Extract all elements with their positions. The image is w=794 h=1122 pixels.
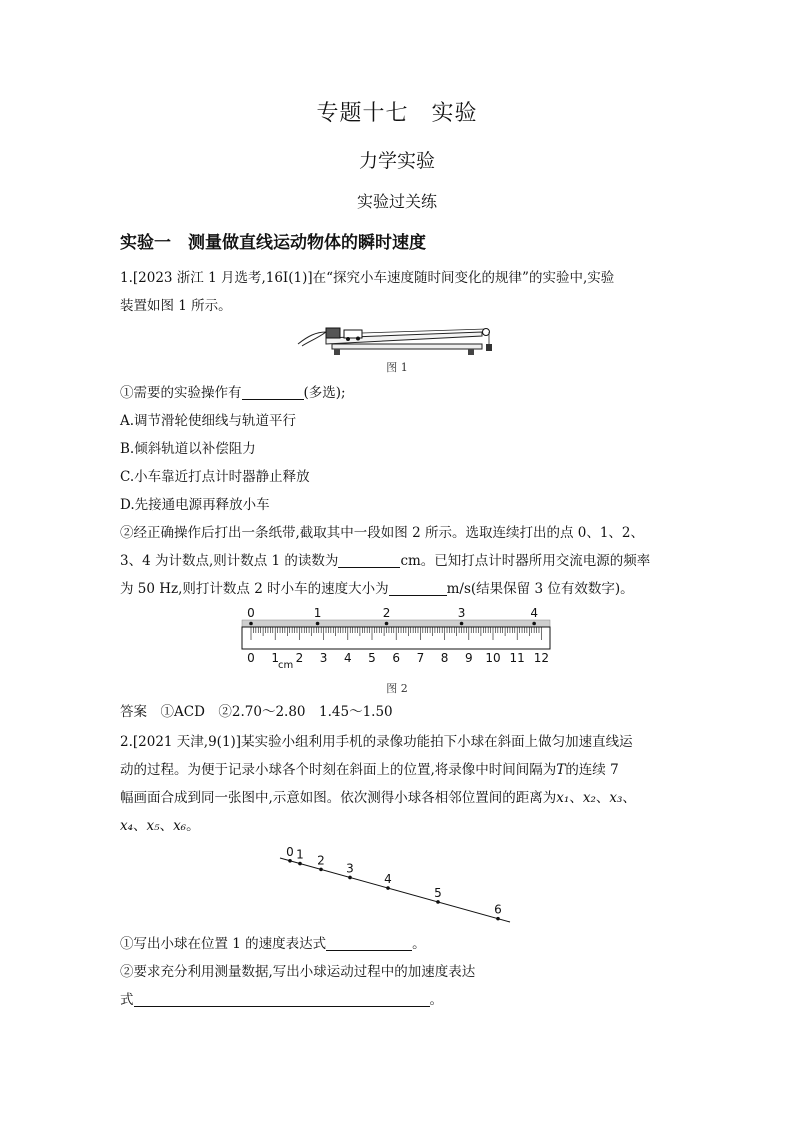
q1-part2-line3-pre: 为 50 Hz,则打计数点 2 时小车的速度大小为 [120, 581, 389, 597]
ball-position-label: 2 [317, 853, 325, 868]
hanging-weight [486, 344, 492, 351]
x2-symbol: x₂ [582, 790, 596, 806]
q2-part1 [120, 930, 680, 958]
exercise-subtitle: 实验过关练 [356, 192, 437, 211]
pulley [483, 329, 490, 336]
tape-point-dot [385, 622, 389, 626]
tape-point-label: 2 [382, 606, 391, 620]
ruler-number: 6 [392, 651, 401, 665]
apparatus-figure [296, 318, 496, 360]
q2-period-symbol: T [556, 762, 566, 778]
incline-figure [276, 838, 516, 928]
q1-part1-line [120, 379, 680, 407]
page-title: 专题十七 实验 [316, 101, 478, 126]
ruler-number: 4 [343, 651, 352, 665]
ruler-number: 2 [295, 651, 304, 665]
x3-symbol: x₃ [609, 790, 623, 806]
ball-position-dot [436, 900, 440, 904]
x5-symbol: x₅ [146, 818, 160, 834]
ruler-number: 10 [485, 651, 501, 665]
ball-position-dot [288, 859, 292, 863]
q1-reading-blank [338, 551, 400, 568]
ball-position-label: 6 [494, 902, 502, 917]
base-board [332, 344, 482, 349]
tape-point-label: 3 [457, 606, 466, 620]
fig1-caption: 图 1 [386, 361, 408, 374]
q1-part2-line2-post: cm。已知打点计时器所用交流电源的频率 [400, 553, 651, 569]
ruler-number: 7 [416, 651, 425, 665]
ball-position-label: 4 [384, 872, 392, 887]
tape-point-label: 0 [247, 606, 255, 620]
tape-point-dot [316, 622, 320, 626]
q2-line2-text: 动的过程。为便于记录小球各个时刻在斜面上的位置,将录像中时间间隔为 [120, 762, 557, 778]
ball-position-label: 5 [434, 885, 442, 900]
ball-position-dot [496, 917, 500, 921]
q2-part2-line2 [120, 986, 680, 1014]
q1-stem [120, 264, 680, 320]
x1-symbol: x₁ [556, 790, 570, 806]
q2-stem [120, 728, 680, 840]
ruler-figure [240, 606, 552, 670]
ball-position-dot [386, 886, 390, 890]
q2-line2 [120, 756, 680, 784]
q2-part1-post: 。 [412, 936, 426, 952]
q2-part2-line2-post: 。 [429, 992, 443, 1008]
paper-tape [242, 620, 550, 627]
incline-points [286, 845, 502, 921]
q2-part1-pre: ①写出小球在位置 1 的速度表达式 [120, 936, 327, 952]
section-heading: 实验一 测量做直线运动物体的瞬时速度 [120, 233, 426, 253]
q1-part1-pre: ①需要的实验操作有 [120, 385, 242, 401]
answer-text: ①ACD ②2.70～2.80 1.45～1.50 [160, 704, 393, 720]
q1-option-a: A.调节滑轮使细线与轨道平行 [120, 413, 297, 429]
q1-answer [120, 698, 680, 726]
q2-line1: 2.[2021 天津,9(1)]某实验小组利用手机的录像功能拍下小球在斜面上做匀加速直线运 [120, 734, 633, 750]
q2-line2-post: 的连续 7 [565, 762, 619, 778]
timer [326, 328, 340, 338]
q1-stem-line1: 1.[2023 浙江 1 月选考,16Ⅰ(1)]在“探究小车速度随时间变化的规律”的实验中,实验 [120, 270, 615, 286]
tape-point-label: 4 [530, 606, 538, 620]
tape-point-label: 1 [313, 606, 322, 620]
q1-speed-blank [389, 579, 447, 596]
ruler-unit-label: cm [278, 660, 294, 670]
q2-line3-text: 幅画面合成到同一张图中,示意如图。依次测得小球各相邻位置间的距离为 [120, 790, 557, 806]
q1-part2-line1: ②经正确操作后打出一条纸带,截取其中一段如图 2 所示。选取连续打出的点 0、1、2、 [120, 525, 645, 541]
tape-point-dot [532, 622, 536, 626]
q1-option-d: D.先接通电源再释放小车 [120, 497, 270, 513]
ruler-number: 11 [509, 651, 525, 665]
q2-line4: x₄、x₅、x₆。 [120, 818, 200, 834]
x4-symbol: x₄ [120, 818, 134, 834]
q1-part2-line2-pre: 3、4 为计数点,则计数点 1 的读数为 [120, 553, 339, 569]
q1-part1-post: (多选); [303, 385, 346, 401]
q1-option-c: C.小车靠近打点计时器静止释放 [120, 469, 310, 485]
q1-part1-blank [242, 383, 304, 400]
q2-part2-line1: ②要求充分利用测量数据,写出小球运动过程中的加速度表达 [120, 964, 476, 980]
tape-point-dot [460, 622, 464, 626]
q1-part2-line2 [120, 547, 680, 575]
q2-line3: 幅画面合成到同一张图中,示意如图。依次测得小球各相邻位置间的距离为x₁、x₂、x₃、 [120, 790, 636, 806]
ball-position-label: 3 [346, 861, 354, 876]
incline-line [280, 858, 510, 922]
ruler-number: 3 [319, 651, 328, 665]
x6-symbol: x₆ [173, 818, 187, 834]
chapter-subtitle: 力学实验 [358, 150, 435, 172]
ruler-number: 1 [271, 651, 280, 665]
q1-part2-line3-post: m/s(结果保留 3 位有效数字)。 [446, 581, 634, 597]
ruler-number: 12 [533, 651, 550, 665]
ball-position-label: 1 [296, 847, 304, 862]
ball-position-dot [319, 868, 323, 872]
q1-part1 [120, 379, 680, 603]
cart [344, 330, 362, 338]
q1-part2-line3 [120, 575, 680, 603]
ruler-number: 0 [247, 651, 255, 665]
ruler-number: 9 [464, 651, 473, 665]
power-cable [298, 332, 326, 346]
base-leg-left [334, 349, 340, 355]
q2-parts [120, 930, 680, 1014]
ruler-number: 8 [440, 651, 449, 665]
base-leg-right [468, 349, 474, 355]
q2-acceleration-blank [134, 990, 430, 1007]
q2-velocity-blank [326, 934, 412, 951]
answer-label: 答案 [120, 704, 147, 720]
ruler-number: 5 [368, 651, 376, 665]
q1-stem-line2: 装置如图 1 所示。 [120, 298, 232, 314]
q2-part2-line2-pre: 式 [120, 992, 134, 1008]
ball-position-dot [298, 862, 302, 866]
tape-point-dot [249, 622, 253, 626]
ball-position-dot [348, 876, 352, 880]
q1-option-b: B.倾斜轨道以补偿阻力 [120, 441, 256, 457]
ball-position-label: 0 [286, 844, 294, 859]
fig2-caption: 图 2 [386, 682, 408, 695]
